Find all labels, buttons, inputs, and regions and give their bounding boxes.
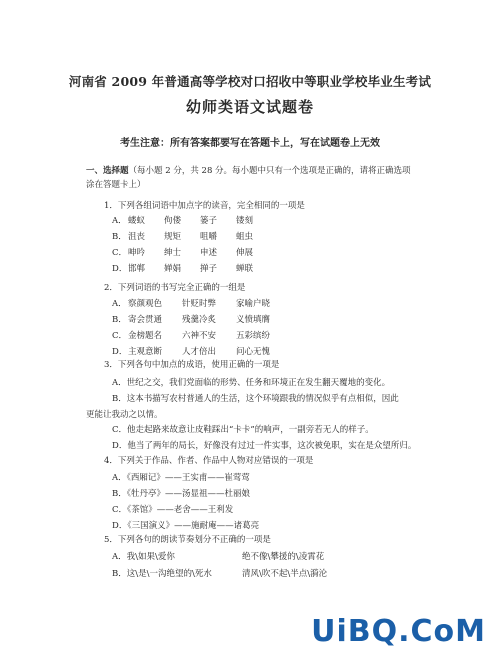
option-word: 五彩缤纷 <box>236 331 271 341</box>
q4-option-d: D．《三国演义》——施耐庵——诸葛亮 <box>112 521 260 531</box>
option-word: 镂刻 <box>236 216 254 226</box>
q3-option-d: D．他当了两年的局长，好像没有过过一件实事，这次被免职，实在是众望所归。 <box>112 441 417 451</box>
option-word: 家喻户晓 <box>236 299 271 309</box>
section-heading: 一、选择题 <box>86 166 129 176</box>
option-word: 绅士 <box>164 248 182 258</box>
q3-option-a: A．世纪之交，我们党面临的形势、任务和环境正在发生翻天覆地的变化。 <box>112 378 391 388</box>
option-word: 婵娟 <box>164 264 182 274</box>
exam-subtitle: 幼师类语文试题卷 <box>185 98 314 116</box>
q2-option-b <box>112 313 290 325</box>
question-5-stem: 5．下列各句的朗读节奏划分不正确的一项是 <box>104 535 271 545</box>
option-label: C． <box>112 331 128 341</box>
question-4-stem: 4．下列关于作品、作者、作品中人物对应错误的一项是 <box>104 456 314 466</box>
option-label: D． <box>112 347 128 357</box>
option-word: 六神不安 <box>182 331 217 341</box>
candidate-notice: 考生注意：所有答案都要写在答题卡上，写在试题卷上无效 <box>120 138 380 149</box>
option-label: A． <box>112 299 127 309</box>
option-word: 规矩 <box>164 232 182 242</box>
option-word: 残羹冷炙 <box>182 315 217 325</box>
q2-option-a <box>112 297 290 309</box>
section-instruction-line2: 涂在答题卡上） <box>86 180 146 190</box>
q1-option-d <box>112 262 272 274</box>
q4-option-b: B．《牡丹亭》——汤显祖——杜丽娘 <box>112 489 250 499</box>
q4-option-c: C．《茶馆》——老舍——王利发 <box>112 505 234 515</box>
option-word: 金榜题名 <box>128 331 163 341</box>
q1-option-b <box>112 230 272 242</box>
option-word: 主观意断 <box>128 347 163 357</box>
option-word: 邯郸 <box>128 264 146 274</box>
question-2-stem: 2．下列词语的书写完全正确的一组是 <box>104 283 246 293</box>
option-word: 针贬时弊 <box>182 299 217 309</box>
section-instruction-line1: （每小题 2 分，共 28 分。每小题中只有一个选项是正确的，请将正确选项 <box>128 166 411 176</box>
option-label: C． <box>112 248 128 258</box>
option-phrase: A．我\如果\爱你 <box>112 552 175 562</box>
q3-option-c: C．他走起路来故意让皮鞋踩出“卡卡”的响声，一副旁若无人的样子。 <box>112 425 374 435</box>
option-phrase: 绝不像\攀援的\凌霄花 <box>242 552 325 562</box>
option-word: 呻吟 <box>128 248 146 258</box>
q1-option-a <box>112 214 272 226</box>
option-word: 佝偻 <box>164 216 182 226</box>
option-word: 蝉联 <box>236 264 254 274</box>
q5-option-a <box>112 550 324 562</box>
option-label: D． <box>112 264 128 274</box>
option-word: 伸展 <box>236 248 254 258</box>
option-word: 寄会贯通 <box>128 315 163 325</box>
option-word: 沮丧 <box>128 232 146 242</box>
site-watermark: UiBQ.CoM <box>311 614 486 649</box>
option-phrase: 清风\吹不起\半点\漪沦 <box>242 569 328 579</box>
question-3-stem: 3．下列各句中加点的成语，使用正确的一项是 <box>104 360 280 370</box>
option-word: 申述 <box>200 248 218 258</box>
option-word: 咀嚼 <box>200 232 218 242</box>
option-label: B． <box>112 315 127 325</box>
option-phrase: B．这\是\一沟绝望的\死水 <box>112 569 212 579</box>
section-intro <box>86 164 416 192</box>
option-word: 问心无愧 <box>236 347 271 357</box>
option-word: 蛆虫 <box>236 232 254 242</box>
q3-option-b-cont: 更能让我动之以情。 <box>86 410 163 420</box>
q1-option-c <box>112 246 272 258</box>
option-word: 掸子 <box>200 264 218 274</box>
q2-option-d <box>112 345 290 357</box>
q2-option-c <box>112 329 290 341</box>
q3-option-b: B．这本书描写农村普通人的生活，这个环境跟我的情况似乎有点相似，因此 <box>112 394 399 404</box>
option-word: 人才倍出 <box>182 347 217 357</box>
question-1-stem: 1．下列各组词语中加点字的读音，完全相同的一项是 <box>104 201 305 211</box>
option-word: 察颜观色 <box>128 299 163 309</box>
option-label: B． <box>112 232 127 242</box>
q4-option-a: A．《西厢记》——王实甫——崔莺莺 <box>112 473 250 483</box>
option-word: 蝼蚁 <box>128 216 146 226</box>
option-word: 篓子 <box>200 216 218 226</box>
option-word: 义愤填膺 <box>236 315 271 325</box>
option-label: A． <box>112 216 127 226</box>
q5-option-b <box>112 567 327 579</box>
exam-title: 河南省 2009 年普通高等学校对口招收中等职业学校毕业生考试 <box>68 74 432 89</box>
